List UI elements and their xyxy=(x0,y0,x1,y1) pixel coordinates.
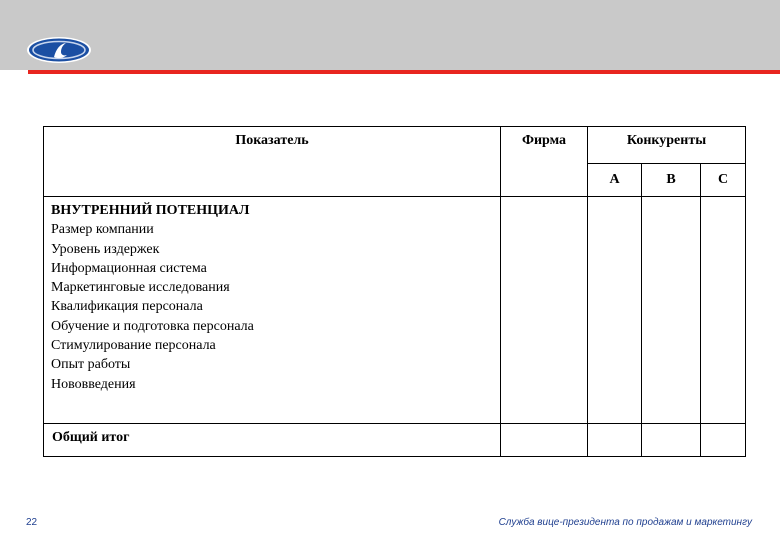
firm-cell xyxy=(501,197,588,424)
total-competitor-a-cell xyxy=(588,424,642,457)
header-competitor-b: В xyxy=(642,164,701,197)
section-title: ВНУТРЕННИЙ ПОТЕНЦИАЛ xyxy=(51,203,250,218)
indicator-item: Информационная система xyxy=(51,260,207,276)
header-competitor-a: А xyxy=(588,164,642,197)
indicator-item: Нововведения xyxy=(51,376,136,392)
competitor-b-cell xyxy=(642,197,701,424)
total-competitor-c-cell xyxy=(701,424,746,457)
indicator-item: Квалификация персонала xyxy=(51,299,203,315)
total-competitor-b-cell xyxy=(642,424,701,457)
lada-logo-icon xyxy=(26,36,92,64)
competitor-c-cell xyxy=(701,197,746,424)
indicator-item: Размер компании xyxy=(51,222,154,238)
total-label: Общий итог xyxy=(44,424,501,457)
page-number: 22 xyxy=(26,517,38,528)
indicator-list xyxy=(44,197,501,424)
header-competitors: Конкуренты xyxy=(588,127,746,164)
footer-department: Служба вице-президента по продажам и маркетингу xyxy=(498,517,752,528)
indicator-item: Опыт работы xyxy=(51,357,131,373)
indicator-item: Обучение и подготовка персонала xyxy=(51,318,254,334)
indicator-item: Уровень издержек xyxy=(51,241,160,257)
total-firm-cell xyxy=(501,424,588,457)
header-accent-rule xyxy=(28,70,780,74)
header-competitor-c: С xyxy=(701,164,746,197)
header-indicator: Показатель xyxy=(44,127,501,197)
comparison-table xyxy=(43,126,746,457)
indicator-item: Стимулирование персонала xyxy=(51,338,216,354)
competitor-a-cell xyxy=(588,197,642,424)
header-firm: Фирма xyxy=(501,127,588,197)
indicator-item: Маркетинговые исследования xyxy=(51,280,230,296)
header-band xyxy=(0,0,780,70)
